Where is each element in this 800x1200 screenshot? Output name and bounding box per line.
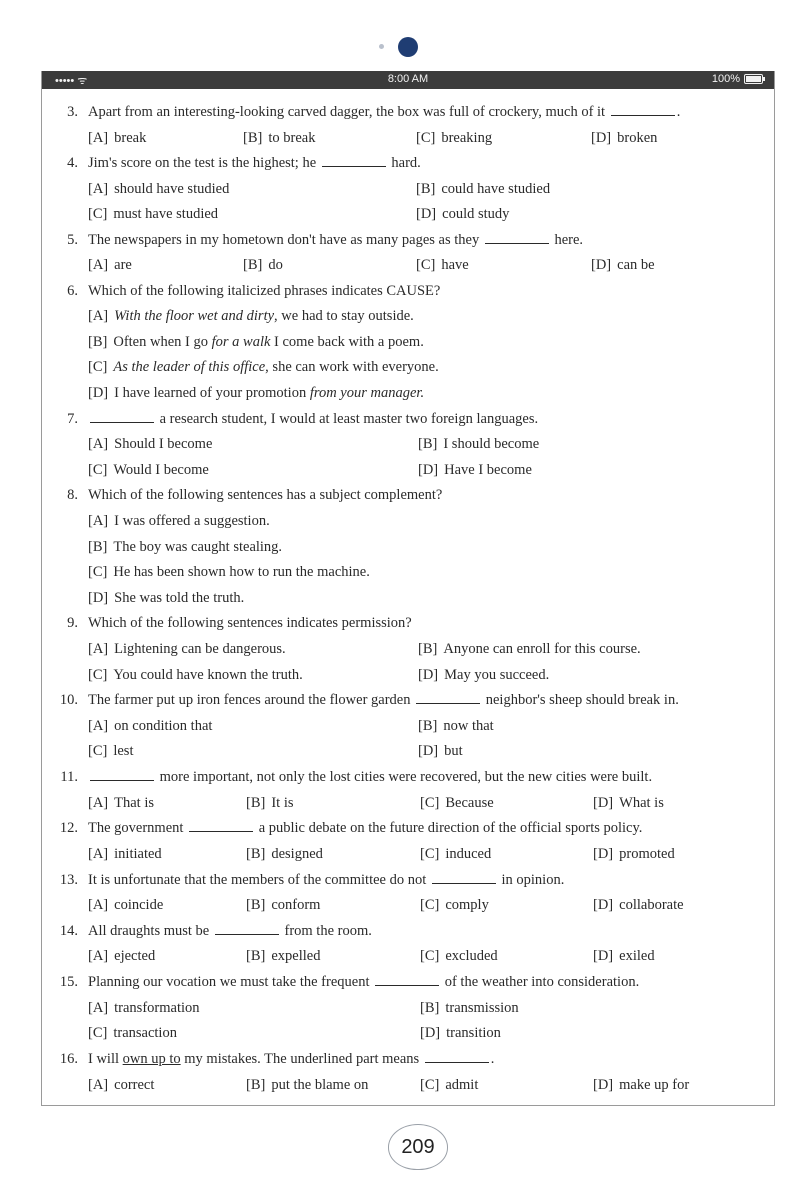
question-text: All draughts must be bbox=[88, 923, 210, 939]
option-a[interactable]: [A] ejected bbox=[88, 948, 156, 964]
question-number: 5. bbox=[67, 232, 78, 248]
question-number: 15. bbox=[59, 974, 78, 990]
option-b[interactable]: [B] expelled bbox=[246, 948, 321, 964]
option-d[interactable]: [D] but bbox=[418, 743, 463, 759]
options-row bbox=[0, 564, 800, 586]
options-row bbox=[0, 359, 800, 381]
option-d[interactable]: [D] collaborate bbox=[593, 897, 684, 913]
question-text: Planning our vocation we must take the frequent bbox=[88, 974, 370, 990]
question-text: Which of the following italicized phrases indicates CAUSE? bbox=[88, 283, 441, 299]
options-row bbox=[0, 897, 800, 919]
camera-sensor-icon bbox=[379, 44, 384, 49]
question-number: 10. bbox=[59, 692, 78, 708]
signal-indicator: ••••• ᯤ bbox=[55, 75, 88, 87]
option-d[interactable]: [D] May you succeed. bbox=[418, 667, 550, 683]
question-number: 9. bbox=[67, 615, 78, 631]
question-text: Which of the following sentences has a subject complement? bbox=[88, 487, 443, 503]
answer-blank bbox=[485, 242, 549, 244]
options-row bbox=[0, 1000, 800, 1022]
question-number: 6. bbox=[67, 283, 78, 299]
option-d[interactable]: [D] promoted bbox=[593, 846, 675, 862]
option-a[interactable]: [A] Lightening can be dangerous. bbox=[88, 641, 286, 657]
option-a[interactable]: [A] break bbox=[88, 130, 147, 146]
options-row bbox=[0, 206, 800, 228]
answer-blank bbox=[90, 421, 154, 423]
option-b[interactable]: [B] put the blame on bbox=[246, 1077, 369, 1093]
question-7 bbox=[0, 411, 800, 433]
question-text-end: more important, not only the lost cities were recovered, but the new cities were built. bbox=[159, 769, 653, 785]
option-d[interactable]: [D] make up for bbox=[593, 1077, 690, 1093]
question-3 bbox=[0, 104, 800, 126]
question-5 bbox=[0, 232, 800, 254]
answer-blank bbox=[215, 933, 279, 935]
question-number: 3. bbox=[67, 104, 78, 120]
question-9 bbox=[0, 615, 800, 637]
option-c[interactable]: [C] comply bbox=[420, 897, 489, 913]
option-d[interactable]: [D] What is bbox=[593, 795, 664, 811]
option-a[interactable]: [A] Should I become bbox=[88, 436, 213, 452]
options-row bbox=[0, 667, 800, 689]
answer-blank bbox=[322, 165, 386, 167]
options-row bbox=[0, 385, 800, 407]
option-d[interactable]: [D] She was told the truth. bbox=[88, 590, 245, 606]
option-a[interactable]: [A] are bbox=[88, 257, 132, 273]
option-b[interactable]: [B] It is bbox=[246, 795, 294, 811]
question-13 bbox=[0, 872, 800, 894]
question-number: 12. bbox=[59, 820, 78, 836]
answer-blank bbox=[90, 779, 154, 781]
options-row bbox=[0, 795, 800, 817]
question-number: 8. bbox=[67, 487, 78, 503]
question-text: The newspapers in my hometown don't have as many pages as they bbox=[88, 232, 480, 248]
options-row bbox=[0, 130, 800, 152]
question-15 bbox=[0, 974, 800, 996]
question-text: The government bbox=[88, 820, 184, 836]
question-number: 16. bbox=[59, 1051, 78, 1067]
question-4 bbox=[0, 155, 800, 177]
options-row bbox=[0, 846, 800, 868]
option-c[interactable]: [C] induced bbox=[420, 846, 492, 862]
question-text-end: of the weather into consideration. bbox=[444, 974, 640, 990]
question-text: Jim's score on the test is the highest; he bbox=[88, 155, 317, 171]
question-text: Apart from an interesting-looking carved dagger, the box was full of crockery, much of it bbox=[88, 104, 606, 120]
question-text: It is unfortunate that the members of the committee do not bbox=[88, 872, 427, 888]
camera-icon bbox=[398, 37, 418, 57]
options-row bbox=[0, 590, 800, 612]
option-d[interactable]: [D] can be bbox=[591, 257, 655, 273]
options-row bbox=[0, 181, 800, 203]
options-row bbox=[0, 334, 800, 356]
question-text: The farmer put up iron fences around the flower garden bbox=[88, 692, 411, 708]
option-b[interactable]: [B] Often when I go for a walk I come back with a poem. bbox=[88, 334, 424, 350]
question-11 bbox=[0, 769, 800, 791]
option-b[interactable]: [B] could have studied bbox=[416, 181, 551, 197]
options-row bbox=[0, 1025, 800, 1047]
options-row bbox=[0, 641, 800, 663]
options-row bbox=[0, 948, 800, 970]
answer-blank bbox=[611, 114, 675, 116]
option-b[interactable]: [B] conform bbox=[246, 897, 321, 913]
battery-percent: 100% bbox=[711, 73, 740, 85]
option-d[interactable]: [D] I have learned of your promotion from your manager. bbox=[88, 385, 425, 401]
question-text-end: from the room. bbox=[284, 923, 372, 939]
option-c[interactable]: [C] You could have known the truth. bbox=[88, 667, 303, 683]
option-b[interactable]: [B] I should become bbox=[418, 436, 540, 452]
option-c[interactable]: [C] transaction bbox=[88, 1025, 177, 1041]
question-6 bbox=[0, 283, 800, 305]
underlined-phrase: own up to bbox=[122, 1051, 181, 1067]
option-a[interactable]: [A] initiated bbox=[88, 846, 162, 862]
answer-blank bbox=[432, 882, 496, 884]
question-text-end: hard. bbox=[391, 155, 421, 171]
answer-blank bbox=[425, 1061, 489, 1063]
question-text: Which of the following sentences indicates permission? bbox=[88, 615, 412, 631]
option-a[interactable]: [A] coincide bbox=[88, 897, 164, 913]
options-row bbox=[0, 308, 800, 330]
question-text-mid: my mistakes. The underlined part means bbox=[184, 1051, 420, 1067]
question-10 bbox=[0, 692, 800, 714]
answer-blank bbox=[416, 702, 480, 704]
question-number: 7. bbox=[67, 411, 78, 427]
option-c[interactable]: [C] lest bbox=[88, 743, 134, 759]
option-b[interactable]: [B] do bbox=[243, 257, 283, 273]
option-d[interactable]: [D] broken bbox=[591, 130, 658, 146]
option-c[interactable]: [C] have bbox=[416, 257, 469, 273]
answer-blank bbox=[375, 984, 439, 986]
option-c[interactable]: [C] Would I become bbox=[88, 462, 209, 478]
option-b[interactable]: [B] The boy was caught stealing. bbox=[88, 539, 283, 555]
options-row bbox=[0, 718, 800, 740]
option-c[interactable]: [C] must have studied bbox=[88, 206, 219, 222]
question-text-end: a research student, I would at least master two foreign languages. bbox=[159, 411, 539, 427]
question-text-end: . bbox=[490, 1051, 495, 1067]
option-a[interactable]: [A] I was offered a suggestion. bbox=[88, 513, 270, 529]
option-c[interactable]: [C] excluded bbox=[420, 948, 498, 964]
option-c[interactable]: [C] As the leader of this office, she can work with everyone. bbox=[88, 359, 439, 375]
option-b[interactable]: [B] designed bbox=[246, 846, 323, 862]
option-a[interactable]: [A] With the floor wet and dirty, we had to stay outside. bbox=[88, 308, 414, 324]
options-row bbox=[0, 539, 800, 561]
question-text-end: in opinion. bbox=[501, 872, 565, 888]
option-b[interactable]: [B] transmission bbox=[420, 1000, 519, 1016]
option-b[interactable]: [B] now that bbox=[418, 718, 494, 734]
option-c[interactable]: [C] admit bbox=[420, 1077, 479, 1093]
question-text-end: . bbox=[676, 104, 681, 120]
option-a[interactable]: [A] correct bbox=[88, 1077, 155, 1093]
options-row bbox=[0, 462, 800, 484]
question-number: 13. bbox=[59, 872, 78, 888]
options-row bbox=[0, 743, 800, 765]
status-time: 8:00 AM bbox=[387, 73, 429, 85]
question-text: I will bbox=[88, 1051, 120, 1067]
answer-blank bbox=[189, 830, 253, 832]
option-a[interactable]: [A] should have studied bbox=[88, 181, 230, 197]
options-row bbox=[0, 436, 800, 458]
option-c[interactable]: [C] breaking bbox=[416, 130, 493, 146]
options-row bbox=[0, 1077, 800, 1099]
option-a[interactable]: [A] That is bbox=[88, 795, 155, 811]
page-number: 209 bbox=[388, 1124, 448, 1170]
option-d[interactable]: [D] could study bbox=[416, 206, 510, 222]
option-b[interactable]: [B] to break bbox=[243, 130, 316, 146]
option-c[interactable]: [C] He has been shown how to run the machine. bbox=[88, 564, 370, 580]
question-14 bbox=[0, 923, 800, 945]
question-text-end: a public debate on the future direction of the official sports policy. bbox=[258, 820, 643, 836]
question-number: 14. bbox=[59, 923, 78, 939]
option-a[interactable]: [A] transformation bbox=[88, 1000, 200, 1016]
question-16 bbox=[0, 1051, 800, 1073]
options-row bbox=[0, 513, 800, 535]
question-number: 4. bbox=[67, 155, 78, 171]
option-d[interactable]: [D] transition bbox=[420, 1025, 501, 1041]
option-b[interactable]: [B] Anyone can enroll for this course. bbox=[418, 641, 641, 657]
option-d[interactable]: [D] exiled bbox=[593, 948, 655, 964]
option-d[interactable]: [D] Have I become bbox=[418, 462, 532, 478]
question-text-end: neighbor's sheep should break in. bbox=[485, 692, 679, 708]
question-number: 11. bbox=[60, 769, 78, 785]
question-8 bbox=[0, 487, 800, 509]
question-12 bbox=[0, 820, 800, 842]
option-c[interactable]: [C] Because bbox=[420, 795, 494, 811]
question-text-end: here. bbox=[554, 232, 584, 248]
option-a[interactable]: [A] on condition that bbox=[88, 718, 213, 734]
options-row bbox=[0, 257, 800, 279]
